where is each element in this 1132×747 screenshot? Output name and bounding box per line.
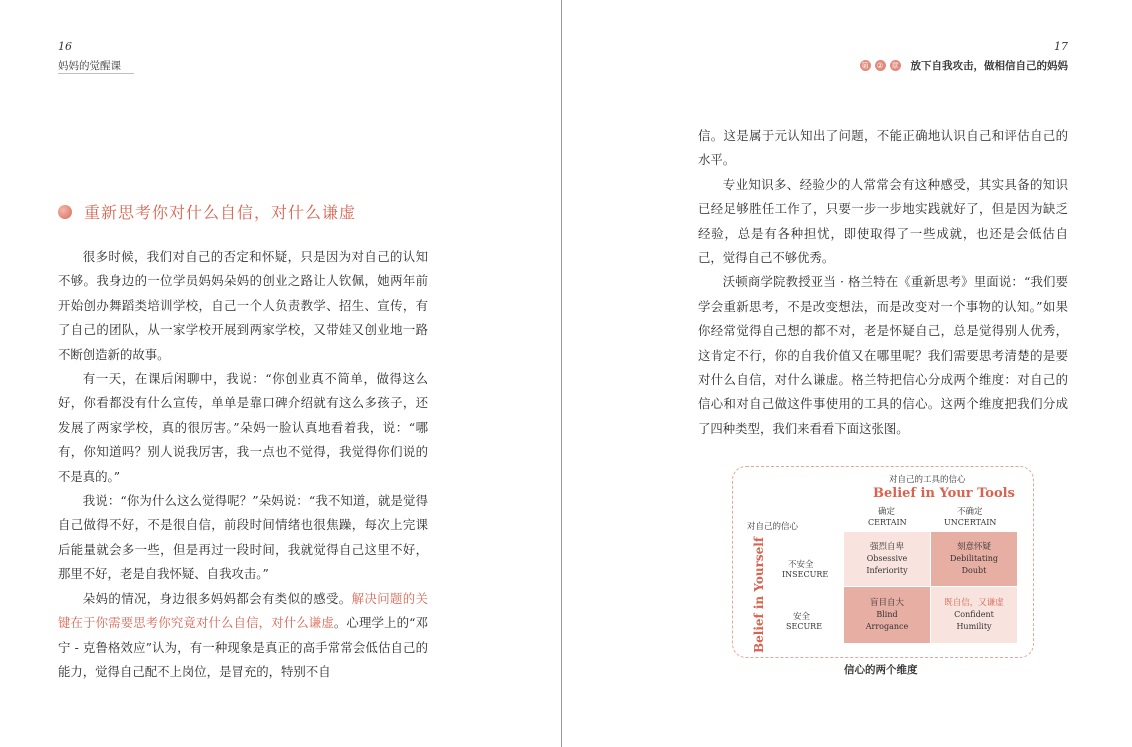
- quadrant-cn: 盲目自大: [869, 598, 904, 608]
- fig-col1-en: CERTAIN: [868, 518, 907, 527]
- chapter-dot-2: ②: [875, 60, 886, 71]
- paragraph: [698, 124, 1068, 173]
- paragraph: [58, 245, 428, 367]
- paragraph-text: 沃顿商学院教授亚当 · 格兰特在《重新思考》里面说：“我们要学会重新思考，不是改变想法，而是改变对一个事物的认知。”如果你经常觉得自己想的都不对，老是怀疑自己，总是觉得别人优秀，这肯定不行，你的自我价值又在哪里呢？我们需要思考清楚的是要对什么自信，对什么谦虚。格兰特把信心分成两个维度：对自己的信心和对自己做这件事使用的工具的信心。这两个维度把我们分成了四种类型，我们来看看下面这张图。: [698, 274, 1068, 436]
- fig-row-header: 对自己的信心: [747, 522, 799, 532]
- quadrant-cn: 既自信，又谦虚: [944, 598, 1004, 608]
- paragraph: [58, 587, 428, 685]
- fig-col2-cn: 不确定: [957, 507, 983, 517]
- quadrant-en: Arrogance: [865, 622, 909, 631]
- paragraph-text: 专业知识多、经验少的人常常会有这种感受，其实具备的知识已经足够胜任工作了，只要一步一步地实践就好了，但是因为缺乏经验，总是有各种担忧，即使取得了一些成就，也还是会低估自己，觉得自己不够优秀。: [698, 176, 1068, 266]
- paragraph: [698, 270, 1068, 441]
- fig-top-en: Belief in Your Tools: [873, 486, 1015, 501]
- page-number: 17: [1054, 40, 1068, 53]
- quadrant-en: Confident: [954, 610, 994, 619]
- fig-side-en: Belief in Yourself: [752, 536, 766, 654]
- quadrant-confident-humility: [931, 587, 1017, 643]
- quadrant-en: Doubt: [961, 566, 987, 575]
- left-page: [0, 0, 561, 747]
- fig-row1-cn: 不安全: [788, 560, 814, 570]
- section-title: 重新思考你对什么自信，对什么谦虚: [84, 203, 357, 222]
- fig-row2-en: SECURE: [786, 622, 823, 631]
- fig-col1-cn: 确定: [878, 507, 896, 517]
- body-text: [698, 124, 1068, 441]
- quadrant-cn: 刻意怀疑: [956, 542, 991, 552]
- highlighted-text: 解决问题的关键在于你需要思考你究竟对什么自信，对什么谦虚: [58, 590, 429, 631]
- fig-row1-en: INSECURE: [782, 570, 829, 579]
- figure-caption: 信心的两个维度: [844, 664, 918, 676]
- quadrant-en: Obsessive: [866, 554, 908, 563]
- paragraph-text: 我说：“你为什么这么觉得呢？”朵妈说：“我不知道，就是觉得自己做得不好，不是很自信，前段时间情绪也很焦躁，每次上完课后能量就会多一些，但是再过一段时间，我就觉得自己这里不好，那里不好，老是自我怀疑、自我攻击。”: [58, 493, 428, 582]
- running-head-title: 放下自我攻击，做相信自己的妈妈: [910, 60, 1068, 72]
- paragraph-text: 朵妈的情况，身边很多妈妈都会有类似的感受。: [82, 590, 352, 606]
- quadrant-en: Blind: [876, 610, 898, 619]
- fig-col2-en: UNCERTAIN: [944, 518, 997, 527]
- quadrant-cn: 强烈自卑: [869, 542, 904, 552]
- paragraph: [698, 173, 1068, 271]
- paragraph: [58, 367, 428, 489]
- chapter-dot-1: 第: [861, 60, 869, 70]
- paragraph-text: 信。这是属于元认知出了问题，不能正确地认识自己和评估自己的水平。: [698, 128, 1068, 168]
- quadrant-debilitating-doubt: [931, 532, 1017, 586]
- quadrant-obsessive-inferiority: [844, 532, 930, 586]
- paragraph-text: 。心理学上的“邓宁 - 克鲁格效应”认为，有一种现象是真正的高手常常会低估自己的能力，觉得自己配不上岗位，是冒充的，特别不自: [58, 615, 429, 679]
- bullet-ball-icon: [58, 205, 72, 219]
- quadrant-en: Humility: [956, 622, 992, 631]
- page-number: 16: [58, 40, 72, 53]
- header-rule: [58, 73, 134, 74]
- body-text: [58, 245, 428, 684]
- running-head: 妈妈的觉醒课: [58, 60, 121, 72]
- fig-row2-cn: 安全: [793, 612, 811, 622]
- paragraph: [58, 489, 428, 587]
- paragraph-text: 有一天，在课后闲聊中，我说：“你创业真不简单，做得这么好，你看都没有什么宣传，单单是靠口碑介绍就有这么多孩子，还发展了两家学校，真的很厉害。”朵妈一脸认真地看着我，说：“哪有，你知道吗？别人说我厉害，我一点也不觉得，我觉得你们说的不是真的。”: [58, 371, 428, 484]
- section-heading: [58, 200, 356, 223]
- quadrant-blind-arrogance: [844, 587, 930, 643]
- quadrant-en: Inferiority: [866, 566, 908, 575]
- running-head: [860, 58, 1069, 73]
- paragraph-text: 很多时候，我们对自己的否定和怀疑，只是因为对自己的认知不够。我身边的一位学员妈妈朵妈的创业之路让人钦佩，她两年前开始创办舞蹈类培训学校，自己一个人负责教学、招生、宣传，有了自己的团队，从一家学校开展到两家学校，又带娃又创业地一路不断创造新的故事。: [58, 249, 428, 362]
- chapter-dot-3: 章: [891, 60, 899, 70]
- right-page: [562, 0, 1132, 747]
- quadrant-en: Debilitating: [950, 554, 998, 563]
- confidence-figure: [732, 466, 1034, 658]
- fig-top-cn: 对自己的工具的信心: [889, 475, 966, 485]
